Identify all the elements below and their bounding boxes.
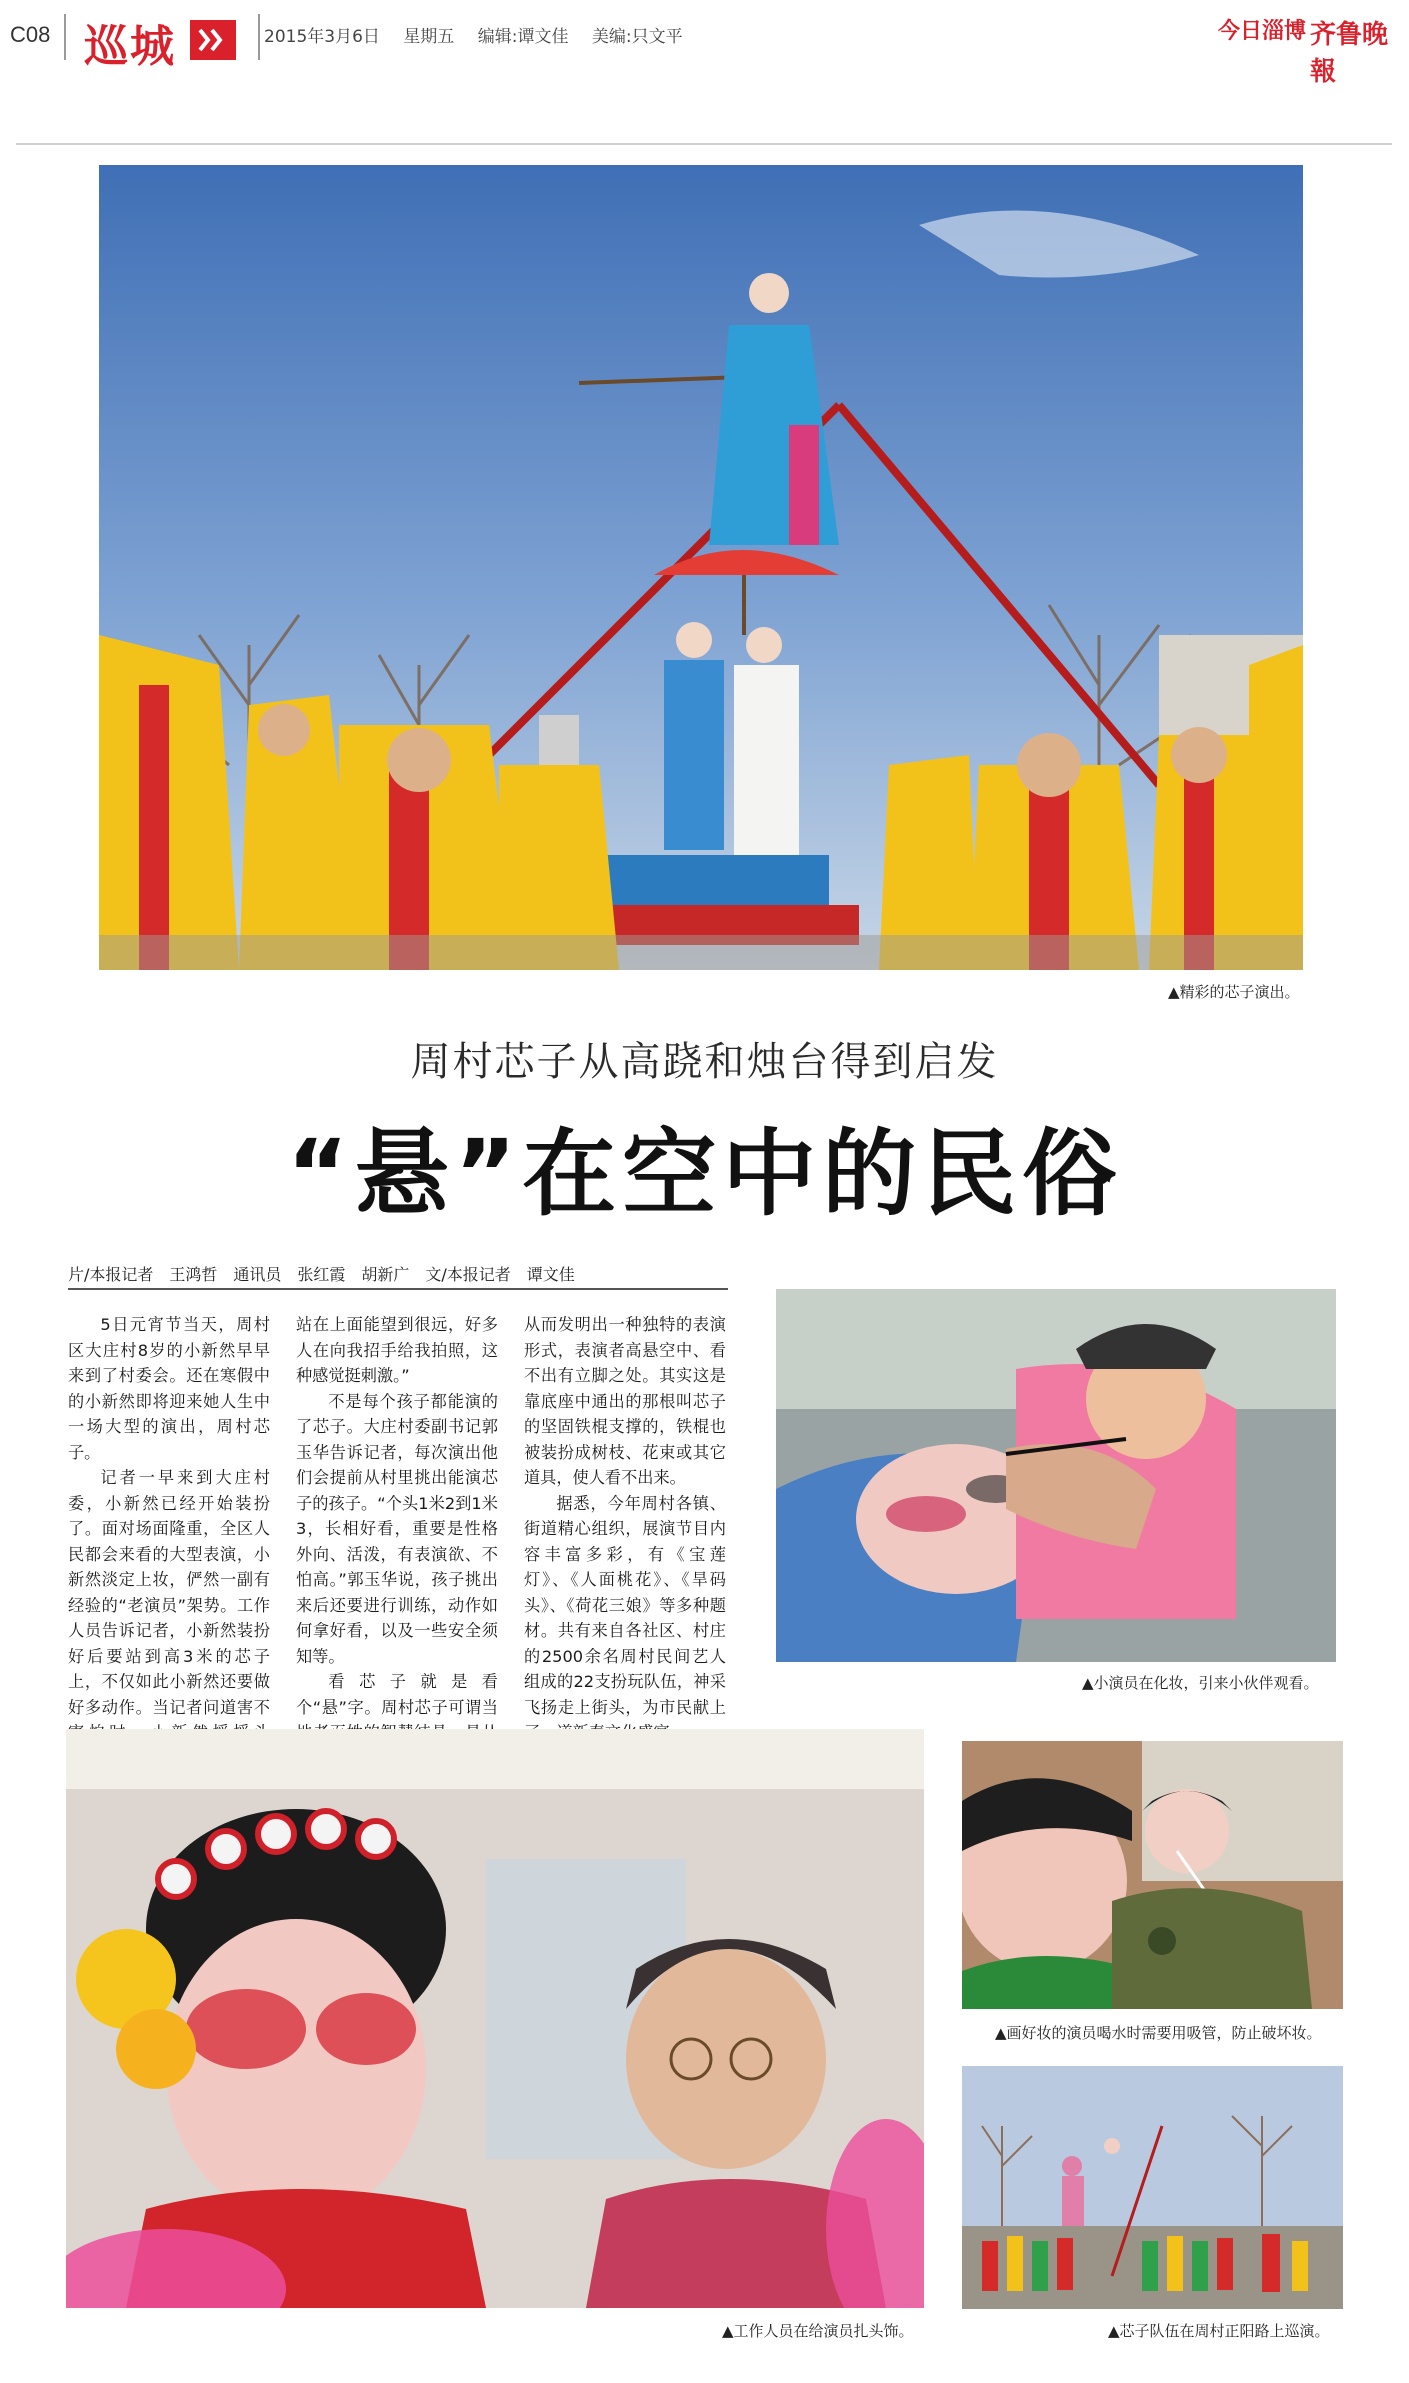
makeup-photo-caption: ▲小演员在化妆，引来小伙伴观看。 [1082,1674,1319,1692]
header-meta [264,22,701,47]
section-title: 巡城 [84,21,176,72]
main-photo-caption: ▲精彩的芯子演出。 [1168,983,1300,1001]
parade-photo [962,2066,1343,2309]
designer-credit: 美编:只文平 [591,27,683,47]
paragraph: 不是每个孩子都能演的了芯子。大庄村委副书记郭玉华告诉记者，每次演出他们会提前从村里挑出能演芯子的孩子。“个头1米2到1米3，长相好看，重要是性格外向、活泼，有表演欲、不怕高。”郭玉华说，孩子挑出来后还要进行训练，动作如何拿好看，以及一些安全须知等。 [296,1391,498,1666]
paragraph: 5日元宵节当天，周村区大庄村8岁的小新然早早来到了村委会。还在寒假中的小新然即将迎来她人生中一场大型的演出，周村芯子。 [68,1315,270,1462]
headdress-photo [66,1729,924,2308]
paragraph: 记者一早来到大庄村委，小新然已经开始装扮了。面对场面隆重，全区人民都会来看的大型表演，小新然淡定上妆，俨然一副有经验的“老演员”架势。工作人员告诉记者，小新然装扮好后要站到高3米的芯子上，不仅如此小新然还要做好多动作。当记者问道害不 [68,1468,270,1717]
straw-photo [962,1741,1343,2009]
chevron-right-icon [190,20,236,60]
article-column-2 [296,1312,498,1771]
article-headline: “悬”在空中的民俗 [286,1120,1123,1229]
article-subtitle: 周村芯子从高跷和烛台得到启发 [410,1039,999,1085]
header-divider [64,14,66,60]
header-divider [258,14,260,60]
issue-weekday: 星期五 [403,27,455,47]
paragraph: 从而发明出一种独特的表演形式，表演者高悬空中、看不出有立脚之处。其实这是靠底座中通出的那根叫芯子的坚固铁棍支撑的，铁棍也被装扮成树枝、花束或其它道具，使人看不出来。 [524,1315,726,1487]
article-column-1 [68,1312,270,1771]
brand-subtitle: 今日淄博 [1218,19,1307,44]
main-photo [99,165,1303,970]
headdress-photo-caption: ▲工作人员在给演员扎头饰。 [722,2322,914,2340]
newspaper-logo: 齐鲁晚報 [1310,20,1389,87]
byline: 片/本报记者 王鸿哲 通讯员 张红霞 胡新广 文/本报记者 谭文佳 [68,1265,575,1284]
page-number: C08 [10,22,51,47]
paragraph: 看芯子就是看个“悬”字。周村芯子可谓当 [296,1672,498,1717]
editor-credit: 编辑:谭文佳 [477,27,569,47]
article-column-3 [524,1312,726,1746]
parade-photo-caption: ▲芯子队伍在周村正阳路上巡演。 [1108,2322,1330,2340]
header-rule [16,143,1392,145]
byline-rule [68,1288,728,1290]
straw-photo-caption: ▲画好妆的演员喝水时需要用吸管，防止破坏妆。 [995,2024,1322,2042]
issue-date: 2015年3月6日 [264,27,380,47]
makeup-photo [776,1289,1336,1662]
paragraph: 据悉，今年周村各镇、街道精心组织，展演节目内容丰富多彩，有《宝莲灯》、《人面桃花》、《旱码头》、《荷花三娘》等多种题材。共有来自各社区、村庄的2500余名周村民间艺人组成的22支扮玩队伍，神采飞扬走上街头，为市民献上 [524,1493,726,1717]
paragraph: 站在上面能望到很远，好多人在向我招手给我拍照，这种感觉挺刺激。” [296,1315,498,1385]
